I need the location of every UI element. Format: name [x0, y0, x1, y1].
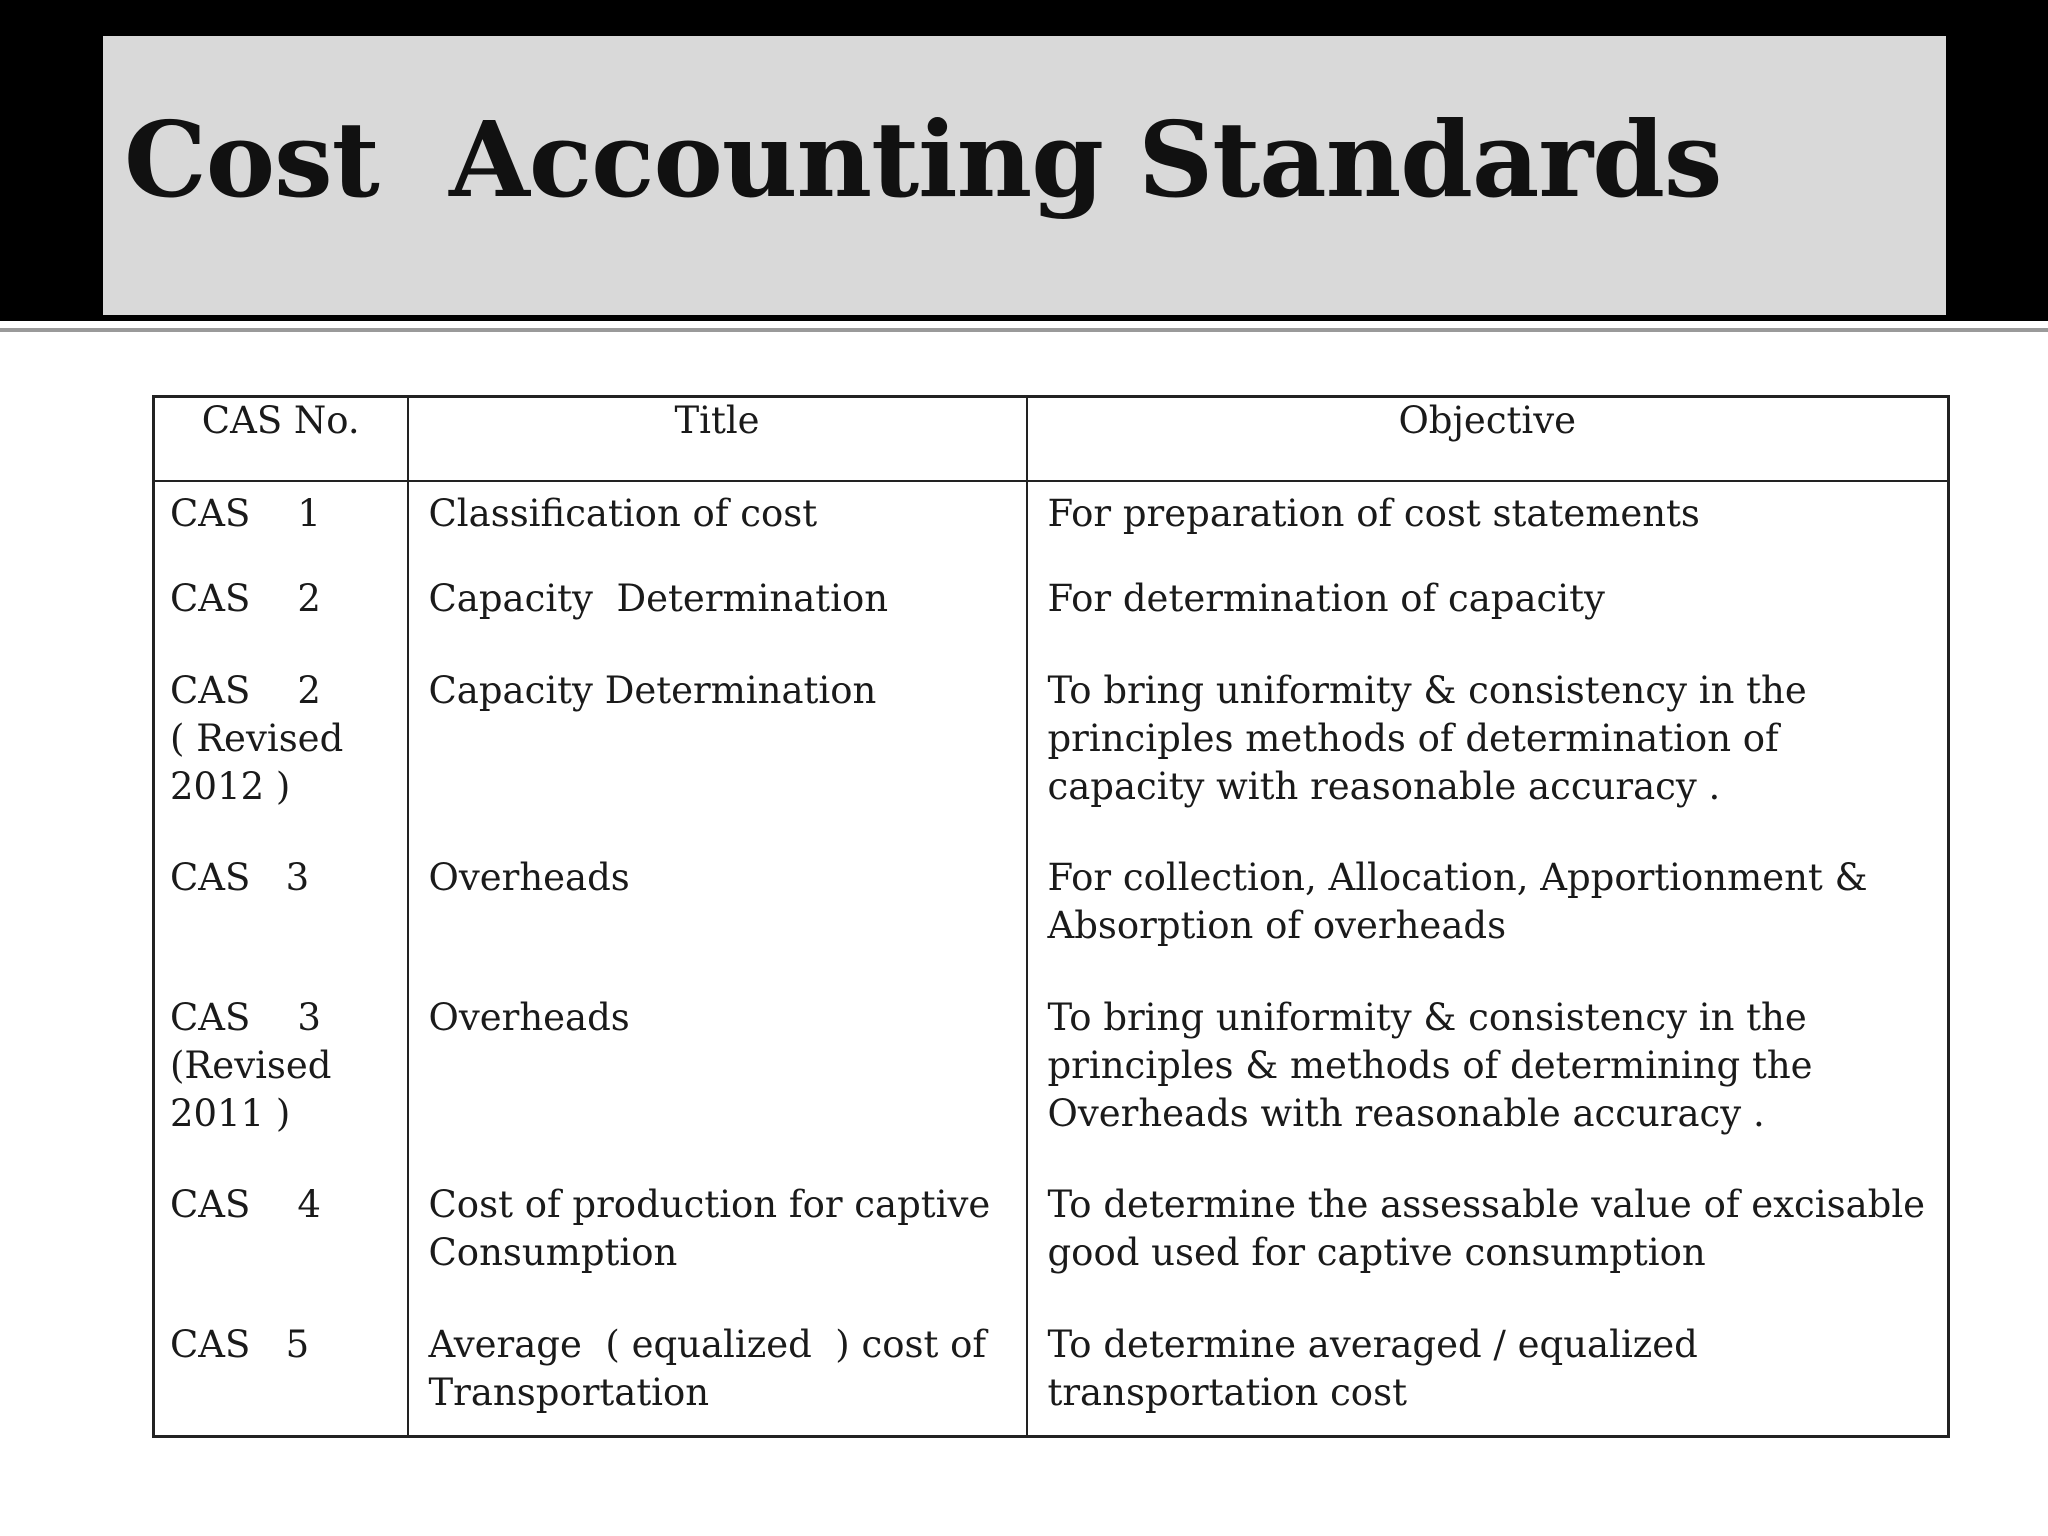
cell-cas-no: CAS 3 — [154, 854, 408, 994]
cell-objective: To determine averaged / equalized transportation cost — [1027, 1321, 1949, 1437]
cas-table — [152, 395, 1950, 1438]
cell-objective: To determine the assessable value of excisable good used for captive consumption — [1027, 1181, 1949, 1321]
title-divider — [0, 328, 2048, 332]
cell-objective: To bring uniformity & consistency in the principles & methods of determining the Overheads with reasonable accuracy . — [1027, 994, 1949, 1181]
cell-cas-no: CAS 4 — [154, 1181, 408, 1321]
cell-title: Overheads — [408, 994, 1027, 1181]
cell-title: Average ( equalized ) cost of Transportation — [408, 1321, 1027, 1437]
table-header-row — [154, 397, 1949, 482]
cell-cas-no: CAS 1 — [154, 481, 408, 575]
header-title: Title — [408, 397, 1027, 482]
cell-title: Classification of cost — [408, 481, 1027, 575]
cell-cas-no: CAS 2 — [154, 575, 408, 667]
slide-title: Cost Accounting Standards — [124, 98, 1722, 221]
table-row — [154, 667, 1949, 854]
cell-title: Cost of production for captive Consumption — [408, 1181, 1027, 1321]
header-objective: Objective — [1027, 397, 1949, 482]
table-row — [154, 854, 1949, 994]
cell-title: Capacity Determination — [408, 575, 1027, 667]
title-gap — [0, 321, 2048, 328]
cell-objective: For collection, Allocation, Apportionment & Absorption of overheads — [1027, 854, 1949, 994]
cell-objective: For determination of capacity — [1027, 575, 1949, 667]
table-row — [154, 481, 1949, 575]
cell-cas-no: CAS 3 (Revised 2011 ) — [154, 994, 408, 1181]
table-row — [154, 575, 1949, 667]
cell-objective: For preparation of cost statements — [1027, 481, 1949, 575]
table-row — [154, 1321, 1949, 1437]
cell-cas-no: CAS 5 — [154, 1321, 408, 1437]
header-cas-no: CAS No. — [154, 397, 408, 482]
cell-title: Capacity Determination — [408, 667, 1027, 854]
table-row — [154, 1181, 1949, 1321]
cell-objective: To bring uniformity & consistency in the principles methods of determination of capacity with reasonable accuracy . — [1027, 667, 1949, 854]
cell-title: Overheads — [408, 854, 1027, 994]
table-row — [154, 994, 1949, 1181]
cell-cas-no: CAS 2 ( Revised 2012 ) — [154, 667, 408, 854]
